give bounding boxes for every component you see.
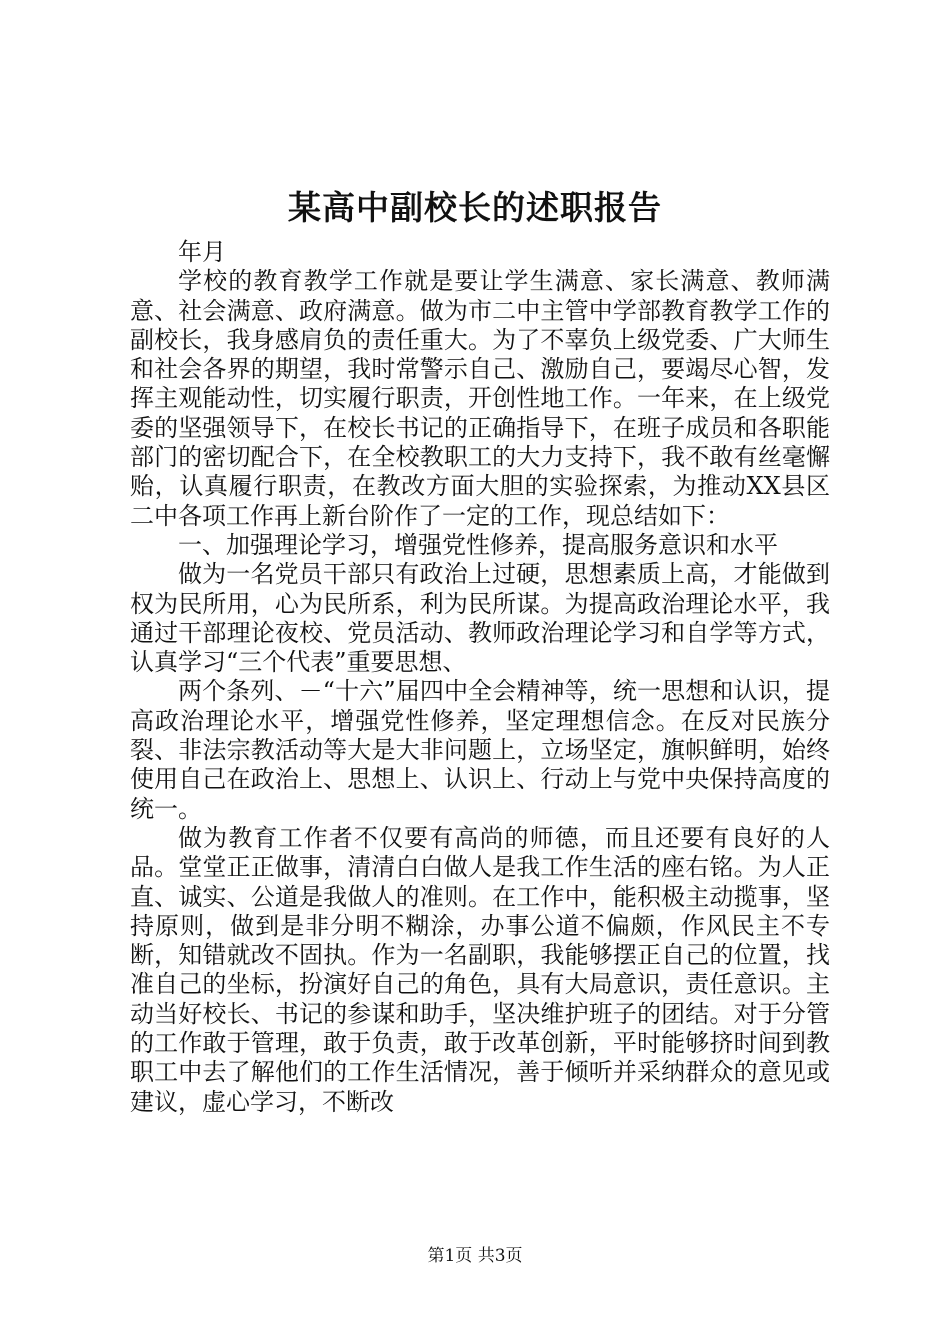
page-footer: 第1页 共3页 (427, 1246, 523, 1266)
date-line: 年月 (178, 238, 226, 266)
body-paragraph: 两个条列、－“十六”届四中全会精神等，统一思想和认识，提高政治理论水平，增强党性修养，坚定理想信念。在反对民族分裂、非法宗教活动等大是大非问题上，立场坚定，旗帜鲜明，始终使用自己在政治上、思想上、认识上、行动上与党中央保持高度的统一。 (130, 677, 830, 823)
body-paragraph: 做为一名党员干部只有政治上过硬，思想素质上高，才能做到权为民所用，心为民所系，利为民所谋。为提高政治理论水平，我通过干部理论夜校、党员活动、教师政治理论学习和自学等方式，认真学习“三个代表”重要思想、 (130, 560, 830, 677)
section-heading: 一、加强理论学习，增强党性修养，提高服务意识和水平 (178, 530, 778, 559)
document-title: 某高中副校长的述职报告 (288, 188, 662, 227)
document-body (130, 238, 830, 1117)
body-paragraph: 做为教育工作者不仅要有高尚的师德，而且还要有良好的人品。堂堂正正做事，清清白白做人是我工作生活的座右铭。为人正直、诚实、公道是我做人的准则。在工作中，能积极主动揽事，坚持原则，做到是非分明不糊涂，办事公道不偏颇，作风民主不专断，知错就改不固执。作为一名副职，我能够摆正自己的位置，找准自己的坐标，扮演好自己的角色，具有大局意识，责任意识。主动当好校长、书记的参谋和助手，坚决维护班子的团结。对于分管的工作敢于管理，敢于负责，敢于改革创新，平时能够挤时间到教职工中去了解他们的工作生活情况，善于倾听并采纳群众的意见或建议，虚心学习，不断改 (130, 823, 830, 1116)
body-paragraph: 学校的教育教学工作就是要让学生满意、家长满意、教师满意、社会满意、政府满意。做为市二中主管中学部教育教学工作的副校长，我身感肩负的责任重大。为了不辜负上级党委、广大师生和社会各界的期望，我时常警示自己、激励自己，要竭尽心智，发挥主观能动性，切实履行职责，开创性地工作。一年来，在上级党委的坚强领导下，在校长书记的正确指导下，在班子成员和各职能部门的密切配合下，在全校教职工的大力支持下，我不敢有丝毫懈贻，认真履行职责，在教改方面大胆的实验探索，为推动XX县区二中各项工作再上新台阶作了一定的工作，现总结如下： (130, 267, 830, 530)
